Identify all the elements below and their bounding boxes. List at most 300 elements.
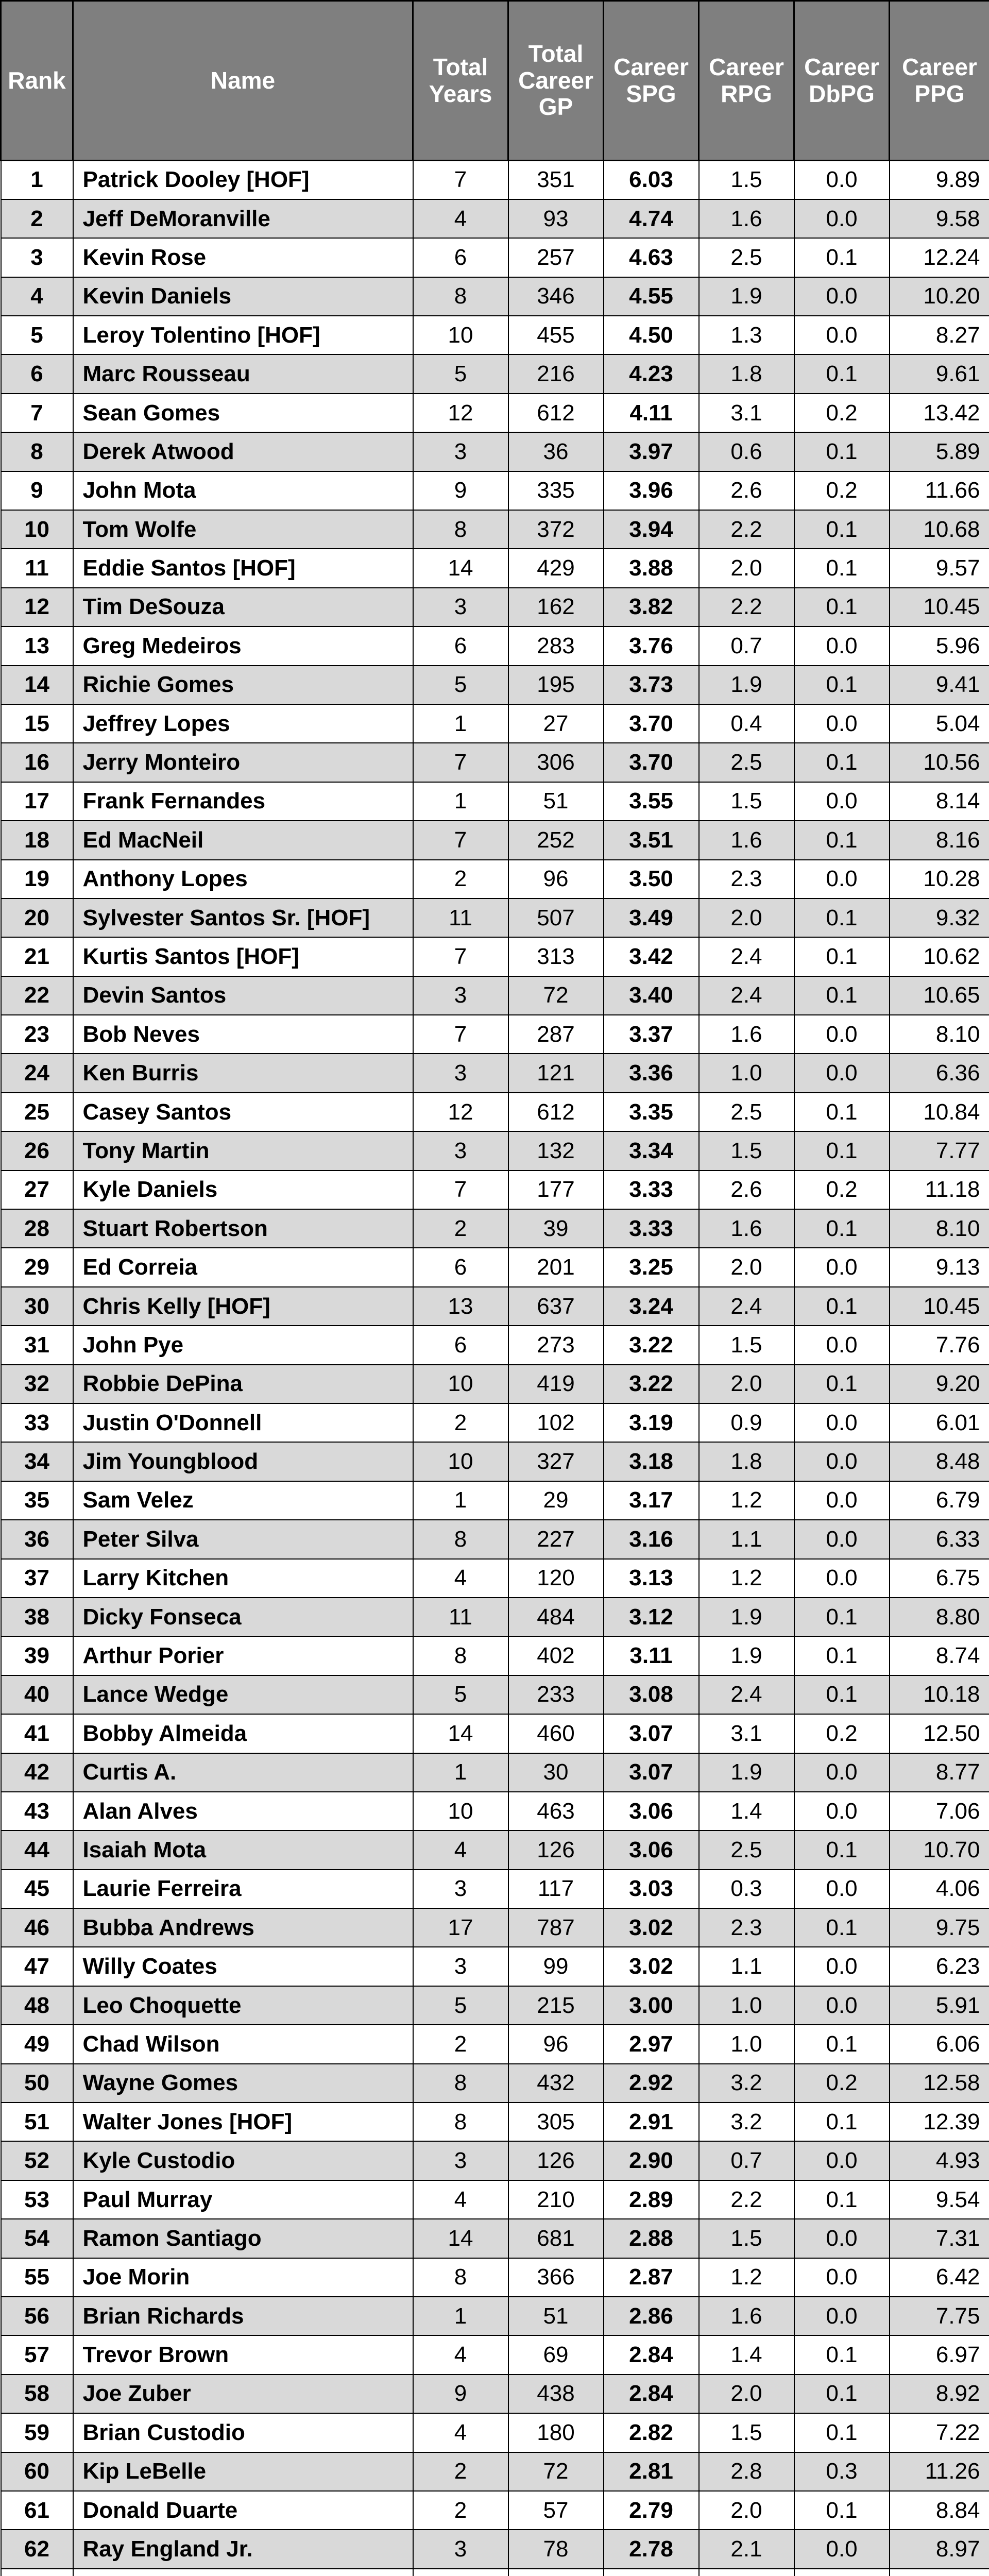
career-dbpg-cell: 0.1 [794,976,890,1015]
table-row [1,394,989,432]
total-years-cell: 8 [413,2258,508,2297]
player-name-cell: Kyle Daniels [73,1171,413,1209]
career-rpg-cell: 0.9 [699,1403,794,1442]
player-name-cell: Walter Jones [HOF] [73,2103,413,2141]
career-spg-cell: 2.89 [604,2180,699,2219]
total-years-cell: 17 [413,1908,508,1947]
header-career-ppg: Career PPG [890,1,989,161]
career-spg-cell: 2.97 [604,2025,699,2063]
total-years-cell: 4 [413,2335,508,2374]
total-years-cell: 7 [413,161,508,199]
rank-cell [1,2569,73,2576]
career-rpg-cell: 2.6 [699,1171,794,1209]
career-spg-cell: 4.55 [604,277,699,316]
career-ppg-cell: 9.57 [890,549,989,587]
career-spg-cell: 3.12 [604,1598,699,1636]
career-ppg-cell: 6.01 [890,1403,989,1442]
career-ppg-cell [890,2569,989,2576]
total-years-cell: 1 [413,782,508,821]
career-ppg-cell: 5.04 [890,704,989,743]
table-row [1,937,989,976]
total-years-cell: 8 [413,510,508,549]
career-ppg-cell: 6.97 [890,2335,989,2374]
total-career-gp-cell: 117 [508,1870,604,1908]
rank-cell: 9 [1,471,73,510]
table-row [1,277,989,316]
rank-cell: 7 [1,394,73,432]
career-dbpg-cell: 0.0 [794,704,890,743]
player-name-cell: Tom Wolfe [73,510,413,549]
career-dbpg-cell: 0.0 [794,1986,890,2025]
table-row [1,1870,989,1908]
career-rpg-cell: 1.6 [699,821,794,859]
table-row [1,860,989,899]
career-rpg-cell: 1.4 [699,1792,794,1831]
career-dbpg-cell: 0.0 [794,1870,890,1908]
table-row [1,161,989,199]
career-rpg-cell: 2.5 [699,1093,794,1131]
total-career-gp-cell: 69 [508,2335,604,2374]
career-rpg-cell: 2.0 [699,549,794,587]
rank-cell: 48 [1,1986,73,2025]
total-years-cell: 14 [413,2219,508,2258]
table-row [1,2064,989,2103]
career-rpg-cell: 1.6 [699,1015,794,1054]
table-row [1,1481,989,1520]
player-name-cell: Eddie Santos [HOF] [73,549,413,587]
table-row [1,2103,989,2141]
player-name-cell: Greg Medeiros [73,626,413,665]
player-name-cell: Wayne Gomes [73,2064,413,2103]
career-ppg-cell: 9.61 [890,354,989,393]
table-row [1,1131,989,1170]
career-spg-cell: 3.82 [604,588,699,626]
career-ppg-cell: 12.39 [890,2103,989,2141]
career-rpg-cell: 1.9 [699,1636,794,1675]
table-row [1,704,989,743]
player-name-cell: Anthony Lopes [73,860,413,899]
total-career-gp-cell: 419 [508,1365,604,1403]
rank-cell: 56 [1,2297,73,2335]
table-row [1,2180,989,2219]
career-spg-cell: 3.51 [604,821,699,859]
total-years-cell: 5 [413,1986,508,2025]
table-row [1,1365,989,1403]
career-ppg-cell: 8.77 [890,1753,989,1792]
total-career-gp-cell: 121 [508,1054,604,1092]
career-dbpg-cell: 0.1 [794,549,890,587]
total-years-cell: 10 [413,1792,508,1831]
career-spg-cell: 3.50 [604,860,699,899]
career-spg-cell: 2.91 [604,2103,699,2141]
total-career-gp-cell: 283 [508,626,604,665]
total-career-gp-cell: 366 [508,2258,604,2297]
career-dbpg-cell: 0.2 [794,1171,890,1209]
career-spg-cell: 3.06 [604,1831,699,1869]
career-spg-cell: 3.34 [604,1131,699,1170]
career-rpg-cell: 2.5 [699,238,794,277]
career-rpg-cell: 2.5 [699,1831,794,1869]
career-spg-cell: 2.84 [604,2375,699,2413]
career-ppg-cell: 7.77 [890,1131,989,1170]
table-row [1,2413,989,2452]
total-career-gp-cell: 432 [508,2064,604,2103]
career-spg-cell: 3.00 [604,1986,699,2025]
career-rpg-cell: 2.4 [699,1675,794,1714]
player-name-cell: Casey Santos [73,1093,413,1131]
career-rpg-cell: 0.7 [699,2141,794,2180]
player-name-cell: Justin O'Donnell [73,1403,413,1442]
table-row [1,1908,989,1947]
table-row [1,1209,989,1248]
total-career-gp-cell: 233 [508,1675,604,1714]
career-spg-cell: 6.03 [604,161,699,199]
total-years-cell: 1 [413,2297,508,2335]
career-rpg-cell: 1.3 [699,316,794,354]
header-career-rpg: Career RPG [699,1,794,161]
total-years-cell: 7 [413,1015,508,1054]
total-career-gp-cell: 201 [508,1248,604,1286]
career-dbpg-cell: 0.1 [794,2375,890,2413]
career-spg-cell: 3.07 [604,1714,699,1753]
career-ppg-cell: 8.16 [890,821,989,859]
career-ppg-cell: 12.58 [890,2064,989,2103]
career-spg-cell: 2.87 [604,2258,699,2297]
player-name-cell: Leo Choquette [73,1986,413,2025]
career-ppg-cell: 6.23 [890,1947,989,1986]
total-career-gp-cell: 507 [508,899,604,937]
career-ppg-cell: 11.26 [890,2452,989,2491]
rank-cell: 59 [1,2413,73,2452]
table-row [1,1248,989,1286]
table-row [1,2258,989,2297]
total-years-cell: 2 [413,860,508,899]
rank-cell: 30 [1,1287,73,1326]
table-row [1,626,989,665]
rank-cell: 10 [1,510,73,549]
career-ppg-cell: 6.42 [890,2258,989,2297]
career-dbpg-cell: 0.0 [794,316,890,354]
rank-cell: 29 [1,1248,73,1286]
career-ppg-cell: 10.62 [890,937,989,976]
career-ppg-cell: 8.80 [890,1598,989,1636]
table-row [1,2375,989,2413]
total-years-cell: 2 [413,1209,508,1248]
career-ppg-cell: 4.93 [890,2141,989,2180]
career-dbpg-cell: 0.0 [794,1054,890,1092]
table-row [1,1326,989,1364]
total-career-gp-cell: 327 [508,1442,604,1481]
rank-cell: 1 [1,161,73,199]
table-row [1,1947,989,1986]
table-row [1,899,989,937]
career-dbpg-cell: 0.1 [794,1287,890,1326]
rank-cell: 26 [1,1131,73,1170]
rank-cell: 44 [1,1831,73,1869]
table-row [1,743,989,782]
career-rpg-cell: 1.6 [699,1209,794,1248]
total-years-cell: 11 [413,899,508,937]
career-spg-cell: 4.50 [604,316,699,354]
career-spg-cell: 3.94 [604,510,699,549]
total-years-cell: 10 [413,1442,508,1481]
career-spg-cell: 3.42 [604,937,699,976]
total-career-gp-cell: 72 [508,2452,604,2491]
career-ppg-cell: 8.27 [890,316,989,354]
player-name-cell: Jeff DeMoranville [73,199,413,238]
career-dbpg-cell: 0.1 [794,2491,890,2530]
header-rank: Rank [1,1,73,161]
career-ppg-cell: 10.84 [890,1093,989,1131]
total-years-cell: 1 [413,704,508,743]
rank-cell: 15 [1,704,73,743]
table-row [1,976,989,1015]
career-ppg-cell: 6.33 [890,1520,989,1558]
table-row [1,316,989,354]
career-dbpg-cell: 0.1 [794,1209,890,1248]
career-dbpg-cell: 0.0 [794,1442,890,1481]
career-ppg-cell: 7.31 [890,2219,989,2258]
career-dbpg-cell: 0.1 [794,899,890,937]
total-career-gp-cell: 402 [508,1636,604,1675]
total-years-cell: 6 [413,1326,508,1364]
total-years-cell: 5 [413,666,508,704]
career-ppg-cell: 9.13 [890,1248,989,1286]
table-row [1,238,989,277]
career-spg-cell: 2.86 [604,2297,699,2335]
total-career-gp-cell: 306 [508,743,604,782]
career-ppg-cell: 10.45 [890,1287,989,1326]
player-name-cell: Chris Kelly [HOF] [73,1287,413,1326]
career-rpg-cell: 2.2 [699,588,794,626]
header-career-spg: Career SPG [604,1,699,161]
rank-cell: 62 [1,2530,73,2568]
career-dbpg-cell: 0.1 [794,2180,890,2219]
player-name-cell: Arthur Porier [73,1636,413,1675]
player-name-cell: Kyle Custodio [73,2141,413,2180]
table-row [1,2141,989,2180]
table-row [1,782,989,821]
table-row [1,2569,989,2576]
total-career-gp-cell: 39 [508,1209,604,1248]
career-ppg-cell: 10.68 [890,510,989,549]
career-dbpg-cell: 0.0 [794,860,890,899]
career-spg-cell: 3.49 [604,899,699,937]
total-career-gp-cell: 102 [508,1403,604,1442]
rank-cell: 41 [1,1714,73,1753]
total-career-gp-cell: 216 [508,354,604,393]
career-dbpg-cell: 0.0 [794,782,890,821]
career-dbpg-cell: 0.1 [794,2413,890,2452]
total-career-gp-cell: 132 [508,1131,604,1170]
total-years-cell: 8 [413,277,508,316]
table-row [1,1792,989,1831]
player-name-cell: Stuart Robertson [73,1209,413,1248]
rank-cell: 8 [1,432,73,471]
total-years-cell: 4 [413,2180,508,2219]
total-career-gp-cell: 29 [508,1481,604,1520]
table-row [1,2025,989,2063]
total-career-gp-cell: 612 [508,1093,604,1131]
total-career-gp-cell: 438 [508,2375,604,2413]
player-name-cell: Alan Alves [73,1792,413,1831]
player-name-cell: Bubba Andrews [73,1908,413,1947]
header-career-dbpg: Career DbPG [794,1,890,161]
rank-cell: 51 [1,2103,73,2141]
career-dbpg-cell: 0.0 [794,2258,890,2297]
table-row [1,1636,989,1675]
career-ppg-cell: 10.56 [890,743,989,782]
career-dbpg-cell: 0.1 [794,1675,890,1714]
total-career-gp-cell: 57 [508,2491,604,2530]
rank-cell: 46 [1,1908,73,1947]
rank-cell: 39 [1,1636,73,1675]
player-name-cell: Joe Morin [73,2258,413,2297]
career-dbpg-cell: 0.0 [794,2297,890,2335]
career-dbpg-cell: 0.1 [794,937,890,976]
rank-cell: 11 [1,549,73,587]
total-career-gp-cell: 99 [508,1947,604,1986]
table-row [1,1598,989,1636]
player-name-cell: Richie Gomes [73,666,413,704]
total-years-cell: 6 [413,1248,508,1286]
rank-cell: 17 [1,782,73,821]
total-years-cell: 7 [413,743,508,782]
career-ppg-cell: 5.89 [890,432,989,471]
player-name-cell: Brian Custodio [73,2413,413,2452]
career-rpg-cell: 3.2 [699,2064,794,2103]
total-years-cell: 2 [413,2452,508,2491]
career-ppg-cell: 9.20 [890,1365,989,1403]
career-rpg-cell: 1.5 [699,782,794,821]
player-name-cell: Kip LeBelle [73,2452,413,2491]
total-career-gp-cell: 72 [508,976,604,1015]
total-career-gp-cell: 51 [508,2297,604,2335]
total-career-gp-cell: 177 [508,1171,604,1209]
career-spg-cell: 2.90 [604,2141,699,2180]
career-ppg-cell: 12.24 [890,238,989,277]
career-dbpg-cell: 0.0 [794,1015,890,1054]
career-ppg-cell: 8.92 [890,2375,989,2413]
career-dbpg-cell: 0.1 [794,1908,890,1947]
total-years-cell: 3 [413,976,508,1015]
career-rpg-cell: 1.9 [699,1753,794,1792]
player-name-cell: Kurtis Santos [HOF] [73,937,413,976]
total-years-cell: 3 [413,588,508,626]
table-row [1,1287,989,1326]
career-ppg-cell: 12.50 [890,1714,989,1753]
career-dbpg-cell: 0.3 [794,2452,890,2491]
career-spg-cell: 2.92 [604,2064,699,2103]
player-name-cell: Sam Velez [73,1481,413,1520]
player-name-cell: Ed MacNeil [73,821,413,859]
career-spg-cell: 3.33 [604,1171,699,1209]
player-name-cell: Larry Kitchen [73,1559,413,1598]
total-years-cell [413,2569,508,2576]
career-dbpg-cell: 0.1 [794,1131,890,1170]
total-years-cell: 4 [413,1559,508,1598]
total-years-cell: 8 [413,2064,508,2103]
total-years-cell: 4 [413,199,508,238]
career-dbpg-cell: 0.2 [794,394,890,432]
career-dbpg-cell: 0.1 [794,510,890,549]
total-career-gp-cell: 372 [508,510,604,549]
table-row [1,1054,989,1092]
career-rpg-cell: 1.5 [699,2413,794,2452]
career-rpg-cell: 1.2 [699,2258,794,2297]
total-career-gp-cell: 463 [508,1792,604,1831]
career-spg-cell: 3.02 [604,1908,699,1947]
rank-cell: 21 [1,937,73,976]
career-dbpg-cell: 0.0 [794,1792,890,1831]
career-spg-cell: 3.08 [604,1675,699,1714]
career-rpg-cell: 1.5 [699,1131,794,1170]
career-ppg-cell: 9.54 [890,2180,989,2219]
career-dbpg-cell [794,2569,890,2576]
career-spg-cell: 2.79 [604,2491,699,2530]
header-total-years: Total Years [413,1,508,161]
career-rpg-cell: 2.0 [699,2375,794,2413]
career-spg-cell: 2.78 [604,2530,699,2568]
career-rpg-cell: 1.1 [699,1520,794,1558]
table-row [1,2491,989,2530]
total-years-cell: 8 [413,1636,508,1675]
career-ppg-cell: 7.06 [890,1792,989,1831]
career-dbpg-cell: 0.0 [794,1248,890,1286]
career-ppg-cell: 4.06 [890,1870,989,1908]
player-name-cell: Jerry Monteiro [73,743,413,782]
total-years-cell: 2 [413,2025,508,2063]
rank-cell: 22 [1,976,73,1015]
player-name-cell: Chad Wilson [73,2025,413,2063]
player-name-cell: Leroy Tolentino [HOF] [73,316,413,354]
career-dbpg-cell: 0.0 [794,277,890,316]
rank-cell: 57 [1,2335,73,2374]
career-rpg-cell: 0.4 [699,704,794,743]
total-career-gp-cell: 51 [508,782,604,821]
career-dbpg-cell: 0.0 [794,161,890,199]
career-rpg-cell: 1.5 [699,2219,794,2258]
career-spg-cell: 3.22 [604,1326,699,1364]
total-years-cell: 4 [413,1831,508,1869]
table-row [1,510,989,549]
career-spg-cell: 2.82 [604,2413,699,2452]
total-career-gp-cell: 257 [508,238,604,277]
career-ppg-cell: 11.66 [890,471,989,510]
rank-cell: 54 [1,2219,73,2258]
rank-cell: 36 [1,1520,73,1558]
total-career-gp-cell: 335 [508,471,604,510]
player-name-cell [73,2569,413,2576]
career-spg-cell: 3.16 [604,1520,699,1558]
career-dbpg-cell: 0.0 [794,2219,890,2258]
career-rpg-cell: 3.1 [699,394,794,432]
total-years-cell: 8 [413,2103,508,2141]
total-career-gp-cell: 215 [508,1986,604,2025]
career-ppg-cell: 5.91 [890,1986,989,2025]
table-body [1,161,989,2576]
total-years-cell: 12 [413,1093,508,1131]
table-row [1,1171,989,1209]
career-spg-cell: 3.70 [604,743,699,782]
rank-cell: 18 [1,821,73,859]
career-ppg-cell: 6.36 [890,1054,989,1092]
total-years-cell: 10 [413,316,508,354]
career-spg-cell: 3.02 [604,1947,699,1986]
rank-cell: 53 [1,2180,73,2219]
career-dbpg-cell: 0.0 [794,2141,890,2180]
total-career-gp-cell: 195 [508,666,604,704]
